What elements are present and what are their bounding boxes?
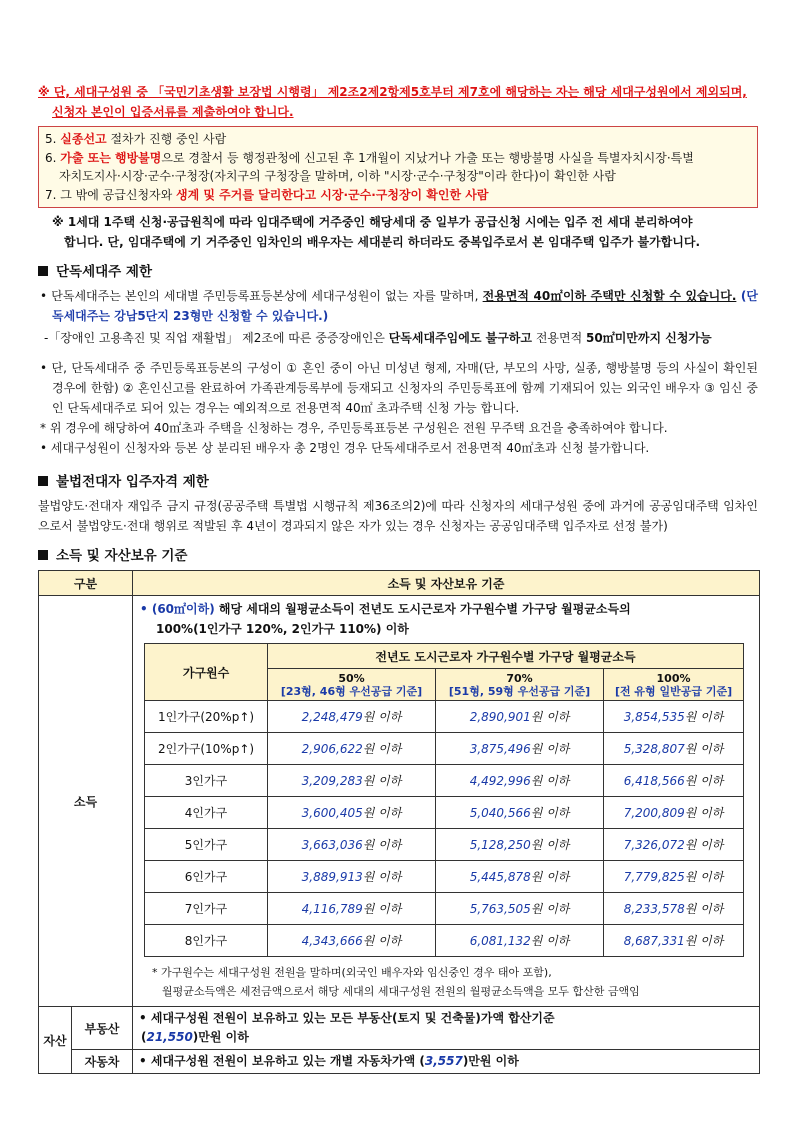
income-value: 8,233,578 bbox=[623, 902, 685, 916]
income-suffix: 원 이하 bbox=[362, 806, 402, 820]
household-size: 5인가구 bbox=[145, 829, 268, 861]
table-row bbox=[145, 765, 744, 797]
income-value: 5,040,566 bbox=[469, 806, 531, 820]
box-line-7 bbox=[45, 186, 751, 205]
single-s1-text: -「장애인 고용촉진 및 직업 재활법」 제2조에 따른 중증장애인은 bbox=[44, 331, 389, 345]
intro-text: 해당 세대의 월평균소득이 전년도 도시근로자 가구원수별 가구당 월평균소득의 bbox=[214, 602, 631, 616]
income-value-cell bbox=[604, 765, 744, 797]
illegal-heading bbox=[38, 472, 758, 492]
income-value: 4,116,789 bbox=[301, 902, 363, 916]
real-estate-text: • 세대구성원 전원이 보유하고 있는 모든 부동산(토지 및 건축물)가액 합산기준 bbox=[139, 1011, 555, 1025]
income-heading bbox=[38, 546, 758, 566]
income-value-cell bbox=[604, 925, 744, 957]
income-value-cell bbox=[604, 861, 744, 893]
col-basis: [전 유형 일반공급 기준] bbox=[614, 684, 733, 698]
exclusion-notice bbox=[38, 82, 758, 122]
car-label: 자동차 bbox=[72, 1050, 133, 1074]
household-size: 4인가구 bbox=[145, 797, 268, 829]
intro-area: • (60㎡이하) bbox=[140, 602, 215, 616]
real-estate-value: 21,550 bbox=[146, 1030, 193, 1044]
income-value-cell bbox=[268, 797, 436, 829]
box-6-key: 가출 또는 행방불명 bbox=[60, 150, 162, 165]
income-asset-table bbox=[38, 570, 760, 1074]
income-value-cell bbox=[268, 925, 436, 957]
col-pct: 70% bbox=[506, 671, 533, 685]
income-value: 4,343,666 bbox=[301, 934, 363, 948]
note2-line-1: ※ 1세대 1주택 신청·공급원칙에 따라 임대주택에 거주중인 해당세대 중 일부가 공급신청 시에는 입주 전 세대 분리하여야 bbox=[52, 215, 693, 229]
household-header: 가구원수 bbox=[145, 644, 268, 701]
single-bullet-2: • 단, 단독세대주 중 주민등록표등본의 구성이 ① 혼인 중이 아닌 미성년 형제, 자매(단, 부모의 사망, 실종, 행방불명 등의 사실이 확인된 경우에 한함) ② 혼인신고를 완료하여 가족관계등록부에 등재되고 신청자의 주민등록표에 함께 기재되어 있는 외국인 배우자 ③ 임신 중인 단독세대주로 되어 있는 경우는 예외적으로 전용면적 40㎡ 초과주택 신청 가능 합니다. bbox=[40, 361, 758, 415]
table-row bbox=[145, 733, 744, 765]
income-footnote bbox=[134, 961, 758, 1005]
income-value: 3,875,496 bbox=[469, 742, 531, 756]
income-value: 6,418,566 bbox=[623, 774, 685, 788]
box-5-num: 5. bbox=[45, 132, 61, 146]
single-bullet-1 bbox=[38, 286, 758, 326]
income-col-header bbox=[604, 669, 744, 701]
real-estate-cell bbox=[133, 1007, 760, 1050]
income-suffix: 원 이하 bbox=[684, 934, 724, 948]
car-close: )만원 이하 bbox=[462, 1054, 519, 1068]
income-suffix: 원 이하 bbox=[362, 774, 402, 788]
income-suffix: 원 이하 bbox=[530, 710, 570, 724]
income-suffix: 원 이하 bbox=[530, 934, 570, 948]
single-s1-bold2: 50㎡미만까지 신청가능 bbox=[586, 331, 712, 345]
notice-line-1: ※ 단, 세대구성원 중 「국민기초생활 보장법 시행령」 제2조2제2항제5호부터 제7호에 해당하는 자는 해당 세대구성원에서 제외되며, bbox=[38, 85, 747, 99]
box-line-6 bbox=[45, 149, 751, 168]
income-value-cell bbox=[268, 765, 436, 797]
income-value: 7,326,072 bbox=[623, 838, 685, 852]
income-suffix: 원 이하 bbox=[684, 742, 724, 756]
income-col-header bbox=[268, 669, 436, 701]
car-cell bbox=[133, 1050, 760, 1074]
income-suffix: 원 이하 bbox=[530, 742, 570, 756]
income-suffix: 원 이하 bbox=[362, 902, 402, 916]
income-suffix: 원 이하 bbox=[530, 806, 570, 820]
single-b1-bold: 전용면적 40㎡이하 주택만 신청할 수 있습니다. bbox=[482, 289, 737, 303]
square-bullet-icon bbox=[38, 550, 48, 560]
income-value: 5,328,807 bbox=[623, 742, 685, 756]
single-s1-bold: 단독세대주임에도 불구하고 bbox=[388, 331, 532, 345]
income-suffix: 원 이하 bbox=[530, 870, 570, 884]
income-value: 3,663,036 bbox=[301, 838, 363, 852]
income-value: 5,763,505 bbox=[469, 902, 531, 916]
table-row bbox=[145, 829, 744, 861]
income-value-cell bbox=[436, 925, 604, 957]
income-value-cell bbox=[268, 861, 436, 893]
income-suffix: 원 이하 bbox=[530, 838, 570, 852]
household-size: 7인가구 bbox=[145, 893, 268, 925]
re-close: )만원 이하 bbox=[192, 1030, 249, 1044]
table-row bbox=[145, 861, 744, 893]
notice-line-2: 신청자 본인이 입증서류를 제출하여야 합니다. bbox=[52, 105, 294, 119]
single-b1-blue: (단독세대주는 강남5단지 23형만 신청할 수 있습니다.) bbox=[52, 289, 758, 323]
box-7-key: 생계 및 주거를 달리한다고 시장·군수·구청장이 확인한 사람 bbox=[176, 187, 489, 202]
illegal-text: 불법양도·전대자 재입주 금지 규정(공공주택 특별법 시행규칙 제36조의2)에 따라 신청자의 세대구성원 중에 과거에 공공임대주택 임차인으로서 불법양도·전대 행위로 적발된 후 4년이 경과되지 않은 자가 있는 경우 신청자는 공공임대주택 입주자로 선정 불가) bbox=[38, 499, 758, 533]
income-value-cell bbox=[268, 893, 436, 925]
real-estate-label: 부동산 bbox=[72, 1007, 133, 1050]
income-suffix: 원 이하 bbox=[362, 710, 402, 724]
income-suffix: 원 이하 bbox=[684, 710, 724, 724]
car-text: • 세대구성원 전원이 보유하고 있는 개별 자동차가액 ( bbox=[139, 1054, 425, 1068]
single-s1-text2: 전용면적 bbox=[532, 331, 586, 345]
income-value: 7,779,825 bbox=[623, 870, 685, 884]
intro-pct: 100%(1인가구 120%, 2인가구 110%) 이하 bbox=[156, 622, 409, 636]
income-suffix: 원 이하 bbox=[362, 934, 402, 948]
box-5-key: 실종선고 bbox=[60, 132, 107, 146]
single-heading bbox=[38, 262, 758, 282]
income-value-cell bbox=[604, 829, 744, 861]
col-pct: 100% bbox=[656, 671, 691, 685]
income-value-cell bbox=[436, 893, 604, 925]
income-suffix: 원 이하 bbox=[684, 774, 724, 788]
table-row bbox=[145, 701, 744, 733]
box-6-text: 으로 경찰서 등 행정관청에 신고된 후 1개월이 지났거나 가출 또는 행방불명 사실을 특별자치시장·특별 bbox=[161, 150, 694, 165]
single-sub-1 bbox=[38, 328, 758, 348]
income-value-cell bbox=[604, 797, 744, 829]
box-7-text: 7. 그 밖에 공급신청자와 bbox=[45, 187, 177, 202]
income-value-cell bbox=[604, 701, 744, 733]
income-value: 2,248,479 bbox=[301, 710, 363, 724]
income-suffix: 원 이하 bbox=[684, 806, 724, 820]
income-suffix: 원 이하 bbox=[530, 902, 570, 916]
household-size: 1인가구(20%p↑) bbox=[145, 701, 268, 733]
col-basis: [23형, 46형 우선공급 기준] bbox=[280, 684, 423, 698]
income-value-cell bbox=[436, 733, 604, 765]
income-suffix: 원 이하 bbox=[362, 838, 402, 852]
income-suffix: 원 이하 bbox=[530, 774, 570, 788]
income-suffix: 원 이하 bbox=[684, 902, 724, 916]
household-size: 8인가구 bbox=[145, 925, 268, 957]
col-basis: [51형, 59형 우선공급 기준] bbox=[448, 684, 591, 698]
single-bullet-4: • 세대구성원이 신청자와 등본 상 분리된 배우자 총 2명인 경우 단독세대주로서 전용면적 40㎡초과 신청 불가합니다. bbox=[40, 441, 650, 455]
car-value: 3,557 bbox=[424, 1054, 463, 1068]
household-size: 2인가구(10%p↑) bbox=[145, 733, 268, 765]
income-group-header: 전년도 도시근로자 가구원수별 가구당 월평균소득 bbox=[268, 644, 744, 669]
income-value-cell bbox=[436, 765, 604, 797]
income-cell bbox=[133, 596, 760, 1007]
col-category: 구분 bbox=[39, 571, 133, 596]
income-value: 2,906,622 bbox=[301, 742, 363, 756]
table-row bbox=[145, 925, 744, 957]
square-bullet-icon bbox=[38, 476, 48, 486]
col-criteria: 소득 및 자산보유 기준 bbox=[133, 571, 760, 596]
box-5-text: 절차가 진행 중인 사람 bbox=[106, 132, 227, 146]
household-size: 6인가구 bbox=[145, 861, 268, 893]
income-suffix: 원 이하 bbox=[684, 838, 724, 852]
income-heading-text: 소득 및 자산보유 기준 bbox=[56, 548, 188, 564]
income-intro bbox=[134, 597, 758, 639]
table-row bbox=[145, 893, 744, 925]
income-value-cell bbox=[604, 733, 744, 765]
square-bullet-icon bbox=[38, 266, 48, 276]
income-suffix: 원 이하 bbox=[362, 870, 402, 884]
income-value: 5,128,250 bbox=[469, 838, 531, 852]
income-value-cell bbox=[604, 893, 744, 925]
page bbox=[38, 82, 758, 1074]
single-b1-text: • 단독세대주는 본인의 세대별 주민등록표등본상에 세대구성원이 없는 자를 말하며, bbox=[40, 289, 483, 303]
re-open: ( bbox=[141, 1030, 147, 1044]
single-section bbox=[38, 286, 758, 458]
income-value: 5,445,878 bbox=[469, 870, 531, 884]
one-house-notice bbox=[38, 212, 758, 252]
single-bullet-3: * 위 경우에 해당하여 40㎡초과 주택을 신청하는 경우, 주민등록표등본 구성원은 전원 무주택 요건을 충족하여야 합니다. bbox=[40, 421, 668, 435]
income-value: 3,854,535 bbox=[623, 710, 685, 724]
income-value-cell bbox=[436, 829, 604, 861]
income-value-cell bbox=[436, 861, 604, 893]
row-income-label: 소득 bbox=[39, 596, 133, 1007]
income-value: 3,889,913 bbox=[301, 870, 363, 884]
income-value-cell bbox=[268, 829, 436, 861]
row-asset-label: 자산 bbox=[39, 1007, 72, 1074]
income-value-cell bbox=[268, 701, 436, 733]
income-col-header bbox=[436, 669, 604, 701]
box-6-num: 6. bbox=[45, 150, 61, 165]
income-value-cell bbox=[436, 797, 604, 829]
income-value: 6,081,132 bbox=[469, 934, 531, 948]
exclusion-box bbox=[38, 126, 758, 208]
illegal-heading-text: 불법전대자 입주자격 제한 bbox=[56, 474, 209, 490]
household-size: 3인가구 bbox=[145, 765, 268, 797]
income-value-cell bbox=[436, 701, 604, 733]
single-heading-text: 단독세대주 제한 bbox=[56, 264, 152, 280]
note2-line-2: 합니다. 단, 임대주택에 기 거주중인 임차인의 배우자는 세대분리 하더라도 중복입주로서 본 임대주택 입주가 불가합니다. bbox=[64, 235, 700, 249]
income-value: 2,890,901 bbox=[469, 710, 531, 724]
income-value: 7,200,809 bbox=[623, 806, 685, 820]
footnote-line-2: 월평균소득액은 세전금액으로서 해당 세대의 세대구성원 전원의 월평균소득액을 모두 합산한 금액임 bbox=[162, 985, 640, 998]
col-pct: 50% bbox=[338, 671, 365, 685]
income-value-cell bbox=[268, 733, 436, 765]
income-value: 3,209,283 bbox=[301, 774, 363, 788]
footnote-line-1: * 가구원수는 세대구성원 전원을 말하며(외국인 배우자와 임신중인 경우 태아 포함), bbox=[152, 966, 552, 979]
box-line-6-cont: 자치도지사·시장·군수·구청장(자치구의 구청장을 말하며, 이하 "시장·군수·구청장"이라 한다)이 확인한 사람 bbox=[59, 169, 616, 183]
box-line-5 bbox=[45, 130, 751, 149]
income-table bbox=[144, 643, 744, 957]
income-value: 8,687,331 bbox=[623, 934, 685, 948]
income-suffix: 원 이하 bbox=[362, 742, 402, 756]
income-value: 3,600,405 bbox=[301, 806, 363, 820]
income-value: 4,492,996 bbox=[469, 774, 531, 788]
table-row bbox=[145, 797, 744, 829]
income-suffix: 원 이하 bbox=[684, 870, 724, 884]
